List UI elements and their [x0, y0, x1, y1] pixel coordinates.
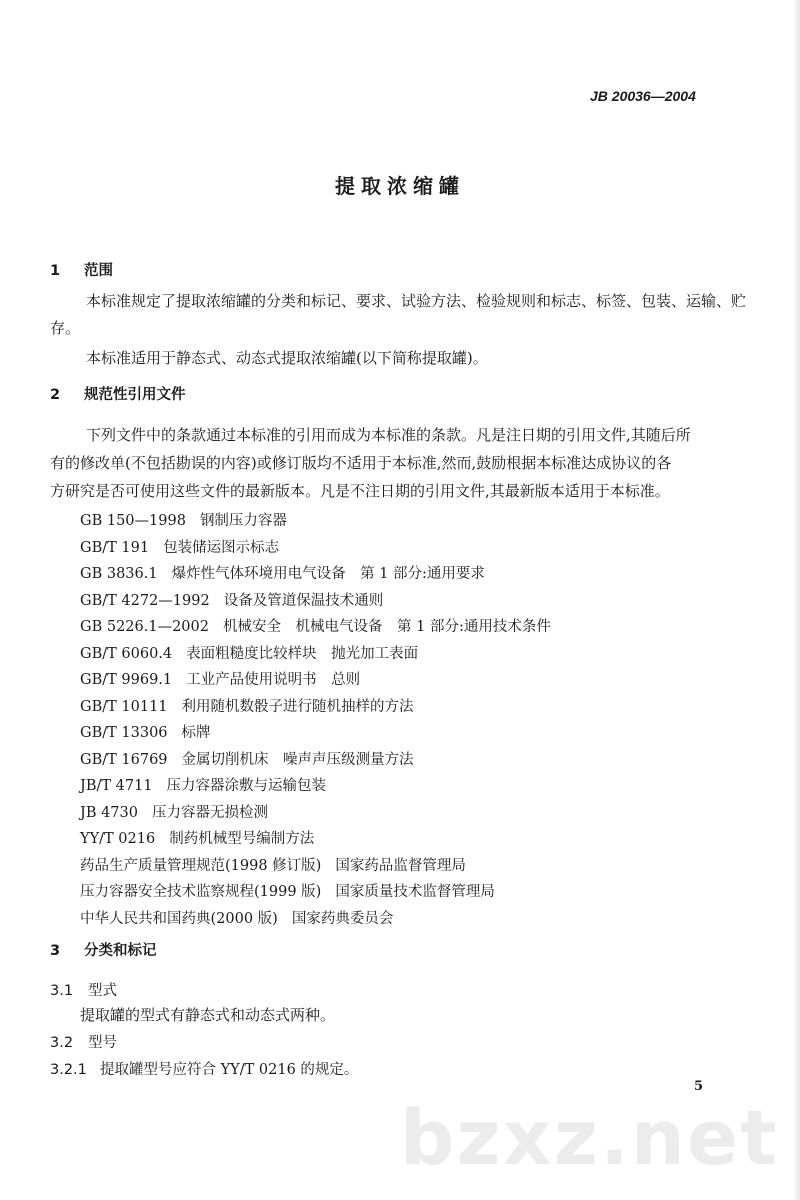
subsection-3-1-heading [50, 979, 117, 1000]
reference-item [80, 695, 414, 716]
paragraph-line: 本标准规定了提取浓缩罐的分类和标记、要求、试验方法、检验规则和标志、标签、包装、运输、贮 [86, 292, 747, 310]
reference-name: 国家药品监督管理局 [335, 857, 466, 874]
reference-name: 机械安全 机械电气设备 第 1 部分:通用技术条件 [223, 619, 551, 635]
clause-number: 3.2.1 [50, 1062, 87, 1078]
reference-item [80, 801, 268, 822]
reference-code: JB/T 4711 [80, 778, 153, 794]
reference-item [80, 642, 418, 663]
reference-item [80, 589, 383, 610]
reference-code: 药品生产质量管理规范(1998 修订版) [80, 857, 322, 874]
paragraph-line: 下列文件中的条款通过本标准的引用而成为本标准的条款。凡是注日期的引用文件,其随后所 [86, 426, 691, 444]
reference-code: GB 5226.1—2002 [80, 619, 209, 635]
clause-text: 提取罐型号应符合 YY/T 0216 的规定。 [100, 1062, 359, 1078]
reference-item [80, 721, 211, 742]
reference-name: 国家药典委员会 [291, 910, 394, 927]
reference-name: 包装储运图示标志 [163, 539, 280, 556]
reference-item [80, 536, 279, 557]
subsection-title: 型式 [88, 983, 117, 999]
subsection-3-2-heading [50, 1031, 117, 1052]
section-1-heading [50, 259, 113, 280]
reference-item [80, 615, 551, 636]
section-title: 规范性引用文件 [84, 387, 186, 403]
reference-item [80, 880, 495, 901]
section-number: 1 [50, 263, 61, 279]
page-number: 5 [694, 1079, 704, 1094]
reference-name: 利用随机数骰子进行随机抽样的方法 [181, 698, 414, 715]
subsection-number: 3.1 [50, 983, 74, 999]
section-3-heading [50, 939, 157, 960]
reference-item [80, 748, 414, 769]
paragraph-line: 有的修改单(不包括勘误的内容)或修订版均不适用于本标准,然而,鼓励根据本标准达成协议的各 [50, 454, 672, 472]
reference-code: GB/T 191 [80, 539, 150, 556]
clause-3-2-1 [50, 1058, 358, 1079]
reference-code: GB 3836.1 [80, 566, 158, 582]
reference-name: 工业产品使用说明书 总则 [186, 672, 361, 688]
reference-code: GB/T 6060.4 [80, 645, 173, 662]
reference-name: 表面粗糙度比较样块 抛光加工表面 [186, 645, 419, 662]
reference-item [80, 854, 466, 875]
reference-item [80, 562, 485, 583]
reference-code: GB/T 4272—1992 [80, 592, 210, 609]
reference-code: GB/T 10111 [80, 698, 168, 715]
reference-code: YY/T 0216 [80, 831, 156, 847]
paragraph-line: 本标准适用于静态式、动态式提取浓缩罐(以下简称提取罐)。 [86, 349, 488, 367]
standard-number: JB 20036—2004 [590, 88, 696, 104]
section-number: 2 [50, 387, 61, 403]
section-number: 3 [50, 943, 61, 959]
reference-name: 压力容器无损检测 [151, 804, 268, 821]
reference-code: GB/T 9969.1 [80, 672, 173, 688]
reference-code: GB/T 16769 [80, 751, 168, 768]
reference-name: 设备及管道保温技术通则 [223, 592, 384, 609]
reference-code: GB 150—1998 [80, 513, 186, 529]
reference-item [80, 827, 314, 848]
section-2-heading [50, 383, 186, 404]
reference-code: 压力容器安全技术监察规程(1999 版) [80, 884, 322, 900]
reference-item [80, 774, 326, 795]
reference-name: 国家质量技术监督管理局 [335, 884, 495, 900]
paragraph-line: 方研究是否可使用这些文件的最新版本。凡是不注日期的引用文件,其最新版本适用于本标准。 [50, 482, 670, 500]
page-title: 提取浓缩罐 [335, 174, 465, 198]
section-title: 分类和标记 [84, 943, 157, 959]
reference-name: 压力容器涂敷与运输包装 [166, 778, 327, 794]
reference-name: 钢制压力容器 [199, 513, 287, 529]
section-title: 范围 [84, 263, 113, 279]
reference-code: 中华人民共和国药典(2000 版) [80, 910, 278, 927]
subsection-title: 型号 [88, 1035, 117, 1051]
reference-item [80, 509, 287, 530]
reference-item [80, 668, 360, 689]
reference-code: JB 4730 [80, 804, 138, 821]
reference-name: 爆炸性气体环境用电气设备 第 1 部分:通用要求 [171, 566, 485, 582]
reference-name: 制药机械型号编制方法 [169, 831, 315, 847]
reference-code: GB/T 13306 [80, 725, 168, 741]
reference-item [80, 907, 393, 928]
paragraph-line: 存。 [50, 319, 81, 337]
reference-name: 标牌 [181, 725, 211, 741]
reference-name: 金属切削机床 噪声声压级测量方法 [181, 751, 414, 768]
subsection-number: 3.2 [50, 1035, 74, 1051]
paragraph-line: 提取罐的型式有静态式和动态式两种。 [80, 1006, 336, 1024]
watermark: bzxz.net [400, 1093, 779, 1182]
